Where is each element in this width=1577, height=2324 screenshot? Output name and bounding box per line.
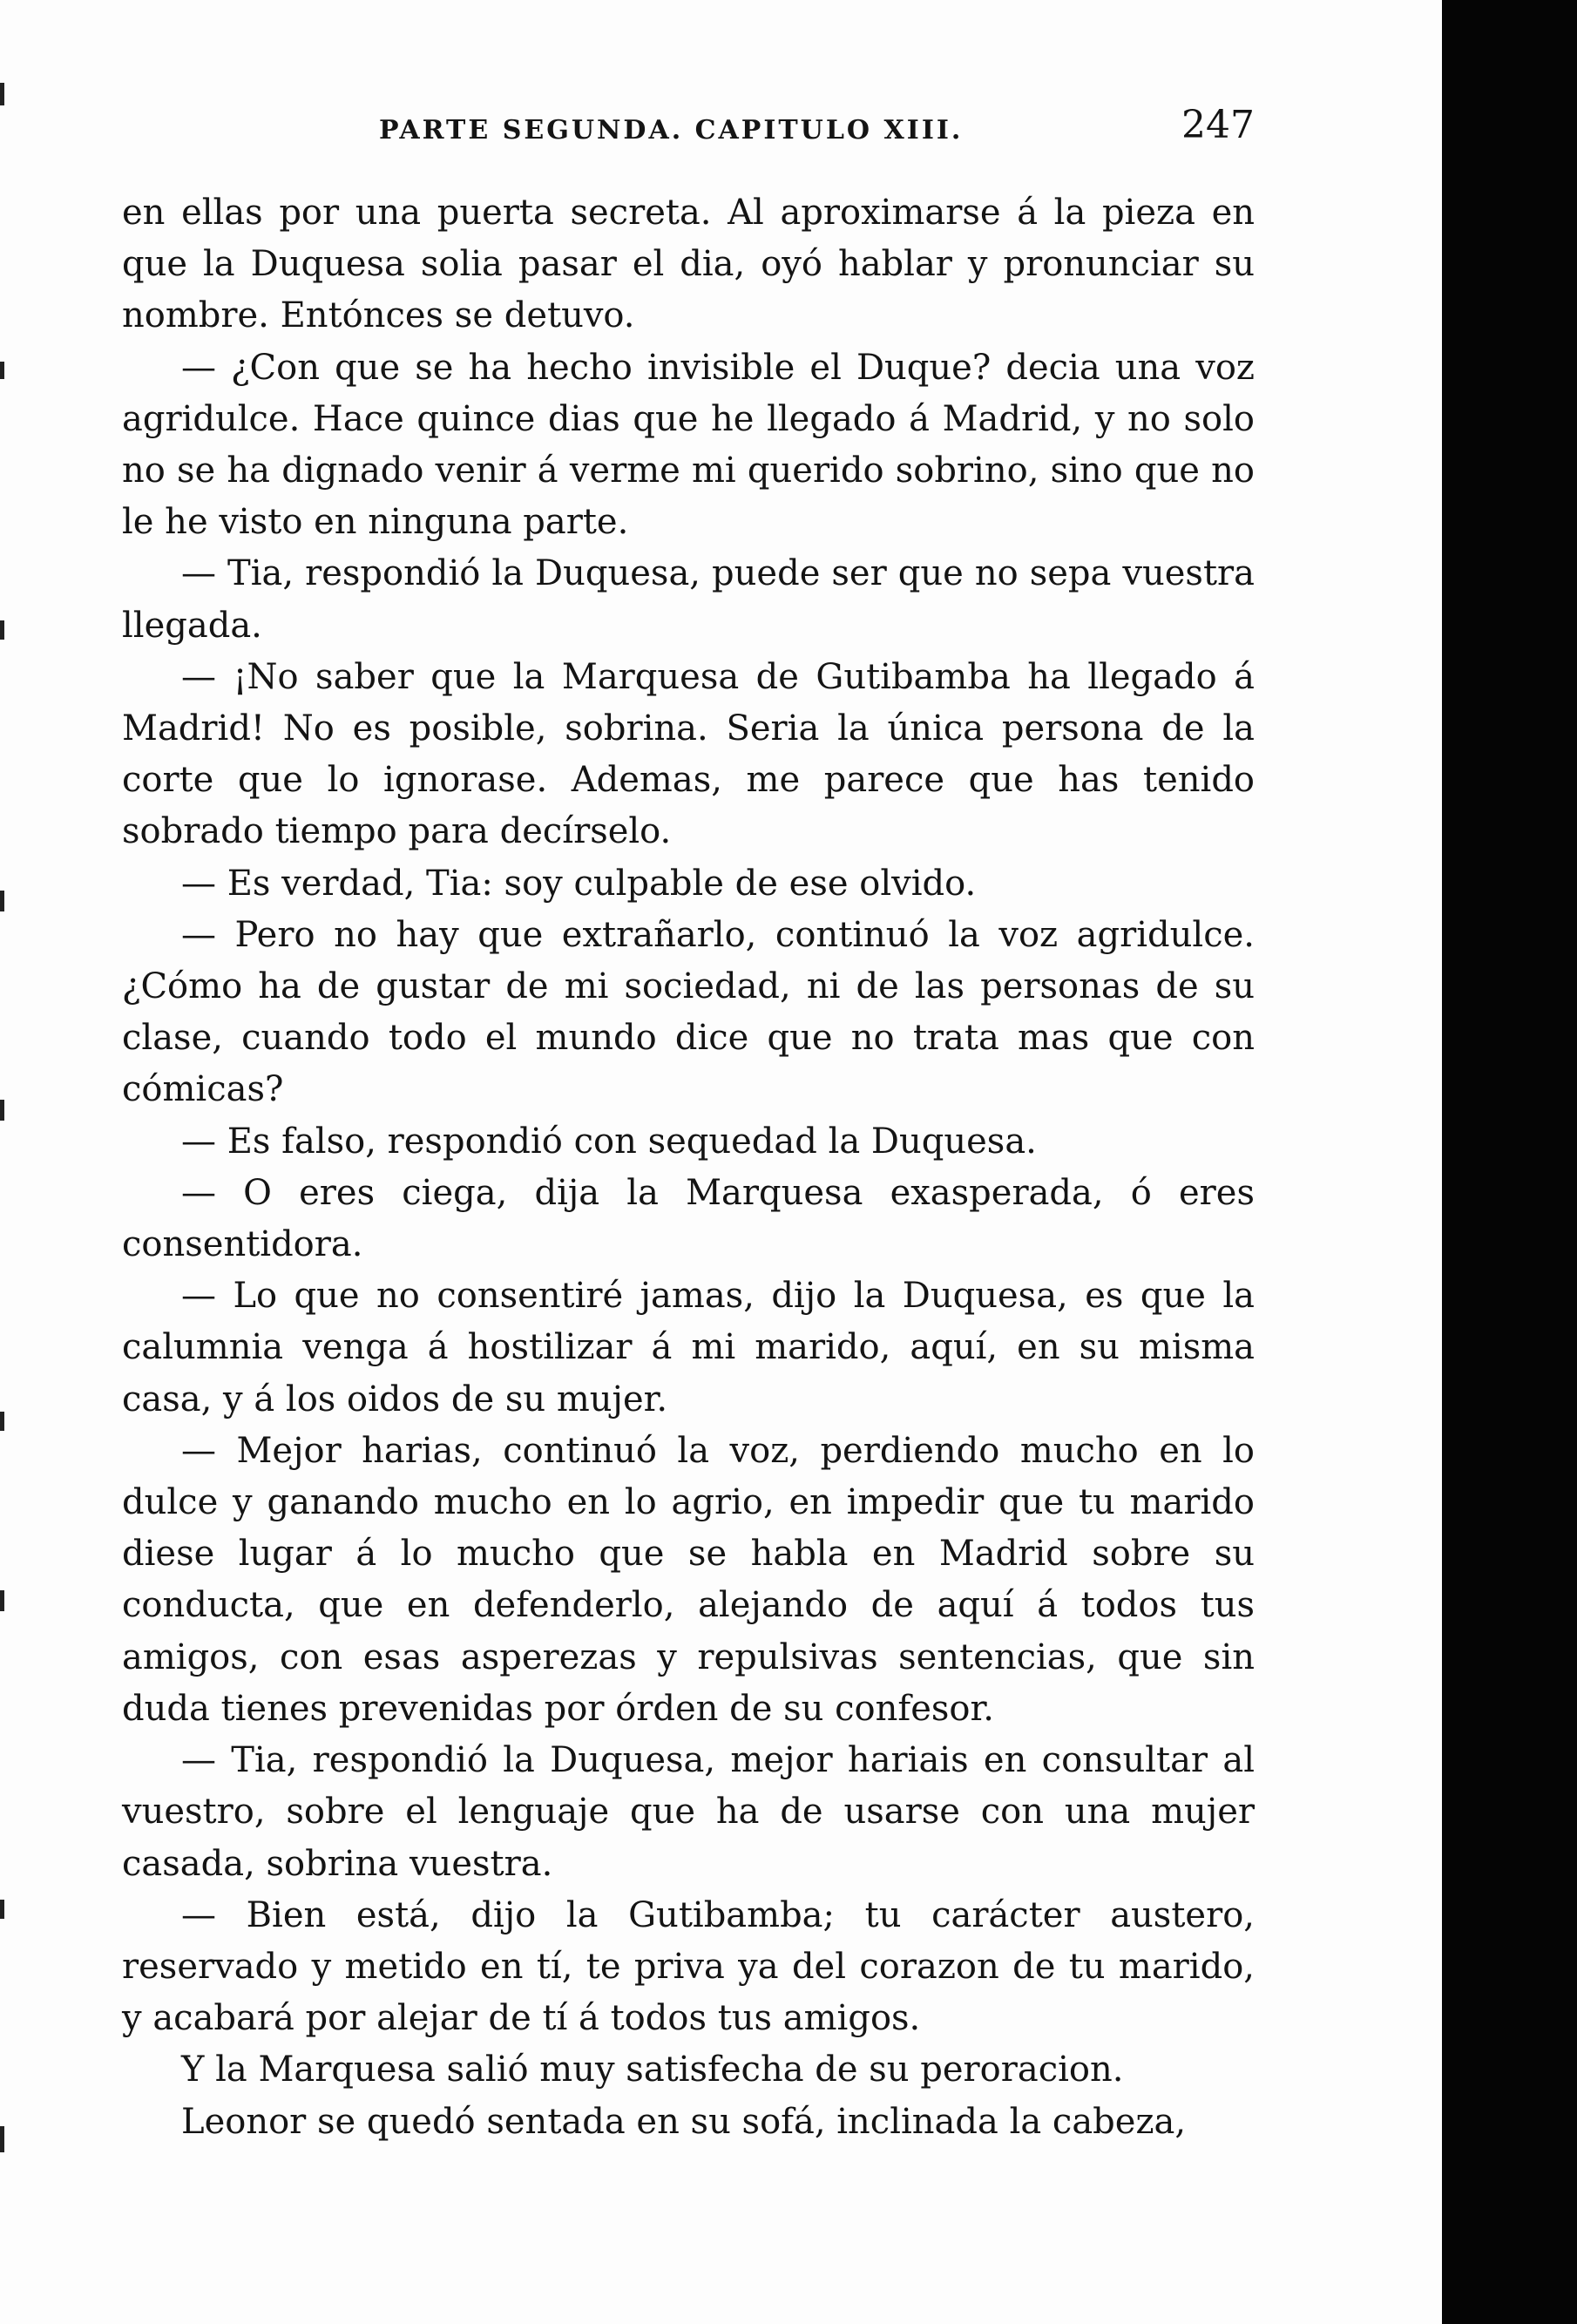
paragraph: en ellas por una puerta secreta. Al aproximarse á la pieza en que la Duquesa solia pasar el dia, oyó hablar y pronunciar su nombre. Entónces se detuvo. <box>122 193 1255 336</box>
binding-mark <box>0 2126 4 2152</box>
chapter-heading: PARTE SEGUNDA. CAPITULO XIII. <box>379 115 964 146</box>
paragraph: — Mejor harias, continuó la voz, perdiendo mucho en lo dulce y ganando mucho en lo agrio, en impedir que tu marido diese lugar á lo mucho que se habla en Madrid sobre su conducta, que en defenderlo, alejando de aquí á todos tus amigos, con esas asperezas y repulsivas sentencias, que sin duda tienes prevenidas por órden de su confesor. <box>122 1430 1255 1729</box>
body-text <box>122 187 1255 2148</box>
paragraph: Y la Marquesa salió muy satisfecha de su peroracion. <box>181 2050 1124 2090</box>
binding-mark <box>0 620 4 640</box>
paragraph: — ¡No saber que la Marquesa de Gutibamba ha llegado á Madrid! No es posible, sobrina. Seria la única persona de la corte que lo ignorase. Ademas, me parece que has tenido sobrado tiempo para decírselo. <box>122 656 1255 852</box>
paragraph: — Es verdad, Tia: soy culpable de ese olvido. <box>181 863 977 904</box>
paragraph: — Bien está, dijo la Gutibamba; tu carácter austero, reservado y metido en tí, te priva ya del corazon de tu marido, y acabará por alejar de tí á todos tus amigos. <box>122 1894 1255 2039</box>
binding-mark <box>0 1590 4 1611</box>
binding-mark <box>0 362 4 379</box>
paragraph: — Tia, respondió la Duquesa, puede ser que no sepa vuestra llegada. <box>122 553 1255 646</box>
paragraph: — Es falso, respondió con sequedad la Duquesa. <box>181 1121 1037 1162</box>
binding-mark <box>0 1900 4 1919</box>
paragraph: — Tia, respondió la Duquesa, mejor hariais en consultar al vuestro, sobre el lenguaje que ha de usarse con una mujer casada, sobrina vuestra. <box>122 1740 1255 1884</box>
binding-mark <box>0 1412 4 1431</box>
paragraph: Leonor se quedó sentada en su sofá, inclinada la cabeza, <box>181 2101 1187 2142</box>
paragraph: — Pero no hay que extrañarlo, continuó la voz agridulce. ¿Cómo ha de gustar de mi sociedad, ni de las personas de su clase, cuando todo el mundo dice que no trata mas que con cómicas? <box>122 914 1255 1110</box>
paragraph: — O eres ciega, dija la Marquesa exasperada, ó eres consentidora. <box>122 1172 1255 1265</box>
binding-mark <box>0 1100 4 1121</box>
binding-mark <box>0 891 4 911</box>
scan-border <box>1442 0 1577 2324</box>
page-number: 247 <box>1181 103 1255 147</box>
paragraph: — ¿Con que se ha hecho invisible el Duque? decia una voz agridulce. Hace quince dias que he llegado á Madrid, y no solo no se ha dignado venir á verme mi querido sobrino, sino que no le he visto en ninguna parte. <box>122 347 1255 543</box>
binding-mark <box>0 83 4 105</box>
paragraph: — Lo que no consentiré jamas, dijo la Duquesa, es que la calumnia venga á hostilizar á mi marido, aquí, en su misma casa, y á los oidos de su mujer. <box>122 1276 1255 1419</box>
running-header <box>122 103 1255 155</box>
